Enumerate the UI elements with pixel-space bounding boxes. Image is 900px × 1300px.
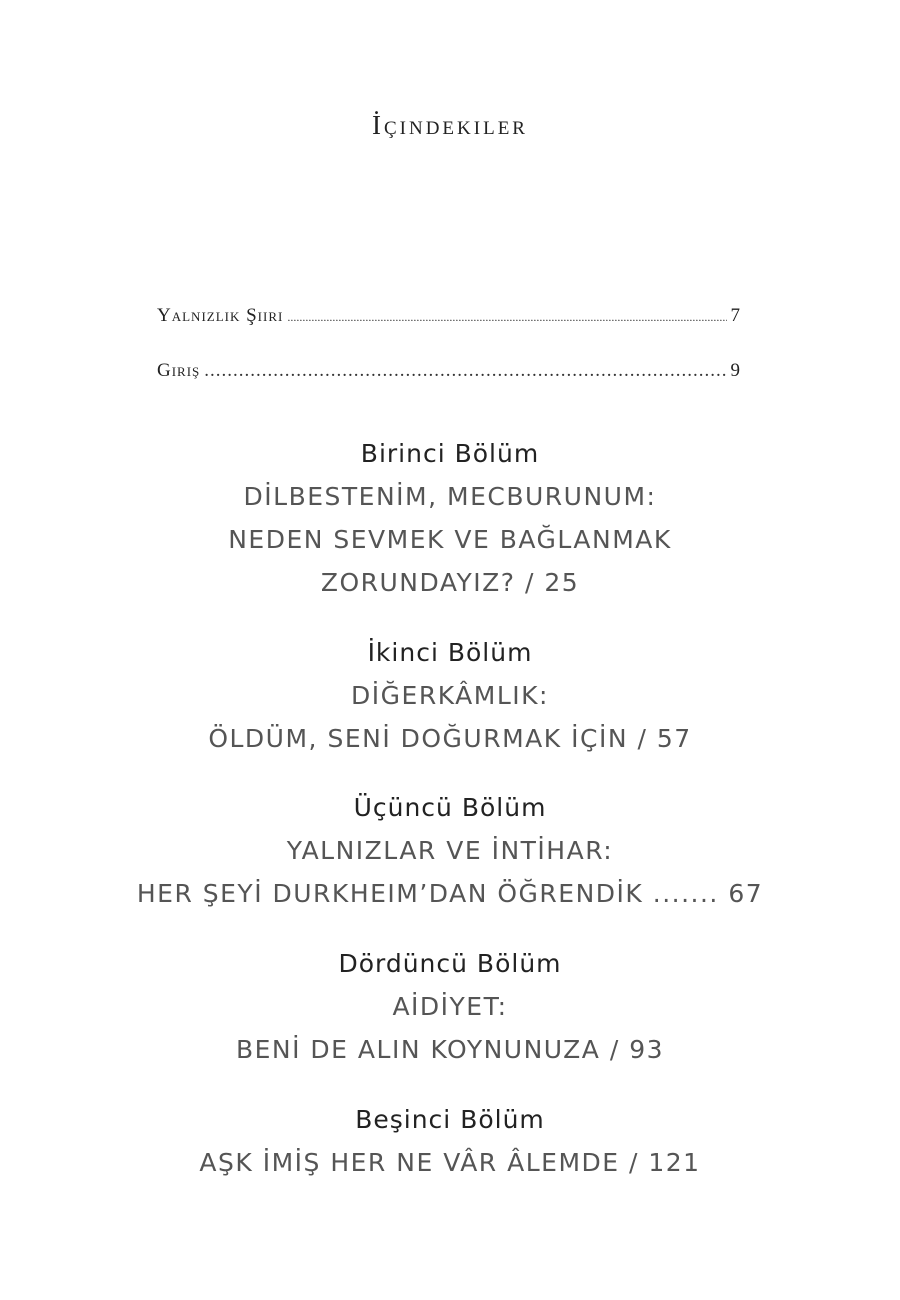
chapter-title-line: ÖLDÜM, SENİ DOĞURMAK İÇİN / 57 [208, 724, 692, 753]
chapter-4-entry[interactable] [0, 942, 900, 1071]
chapter-5-entry[interactable] [0, 1098, 900, 1184]
chapter-title-line: HER ŞEYİ DURKHEIM’DAN ÖĞRENDİK ....... 67 [136, 879, 764, 908]
chapter-title-line: DİĞERKÂMLIK: [351, 681, 549, 710]
chapter-3-entry[interactable] [0, 786, 900, 915]
chapter-title-line: AİDİYET: [392, 992, 508, 1021]
toc-entry-yalnizlik-siiri[interactable] [157, 305, 740, 327]
toc-entry-label: Giriş [157, 360, 201, 381]
chapter-heading: Üçüncü Bölüm [353, 793, 547, 822]
chapter-heading: İkinci Bölüm [367, 638, 533, 667]
dot-leader [287, 310, 726, 325]
chapter-2-entry[interactable] [0, 631, 900, 760]
toc-entry-giris[interactable] [157, 360, 740, 382]
chapter-title-line: AŞK İMİŞ HER NE VÂR ÂLEMDE / 121 [199, 1148, 701, 1177]
chapter-1-entry[interactable] [0, 432, 900, 604]
chapter-heading: Dördüncü Bölüm [338, 949, 562, 978]
toc-entry-label: Yalnızlık Şiiri [157, 305, 284, 326]
chapter-heading: Birinci Bölüm [360, 439, 540, 468]
chapter-title-line: YALNIZLAR VE İNTİHAR: [286, 836, 614, 865]
toc-entry-page: 9 [730, 360, 740, 381]
chapter-title-line: DİLBESTENİM, MECBURUNUM: [243, 482, 657, 511]
chapter-title-line: BENİ DE ALIN KOYNUNUZA / 93 [235, 1035, 665, 1064]
chapter-heading: Beşinci Bölüm [355, 1105, 545, 1134]
dot-leader [204, 360, 726, 382]
chapter-title-line: NEDEN SEVMEK VE BAĞLANMAK [228, 525, 672, 554]
chapter-title-line: ZORUNDAYIZ? / 25 [320, 568, 580, 597]
toc-entry-page: 7 [730, 305, 740, 326]
page-title: İçindekiler [372, 110, 528, 140]
